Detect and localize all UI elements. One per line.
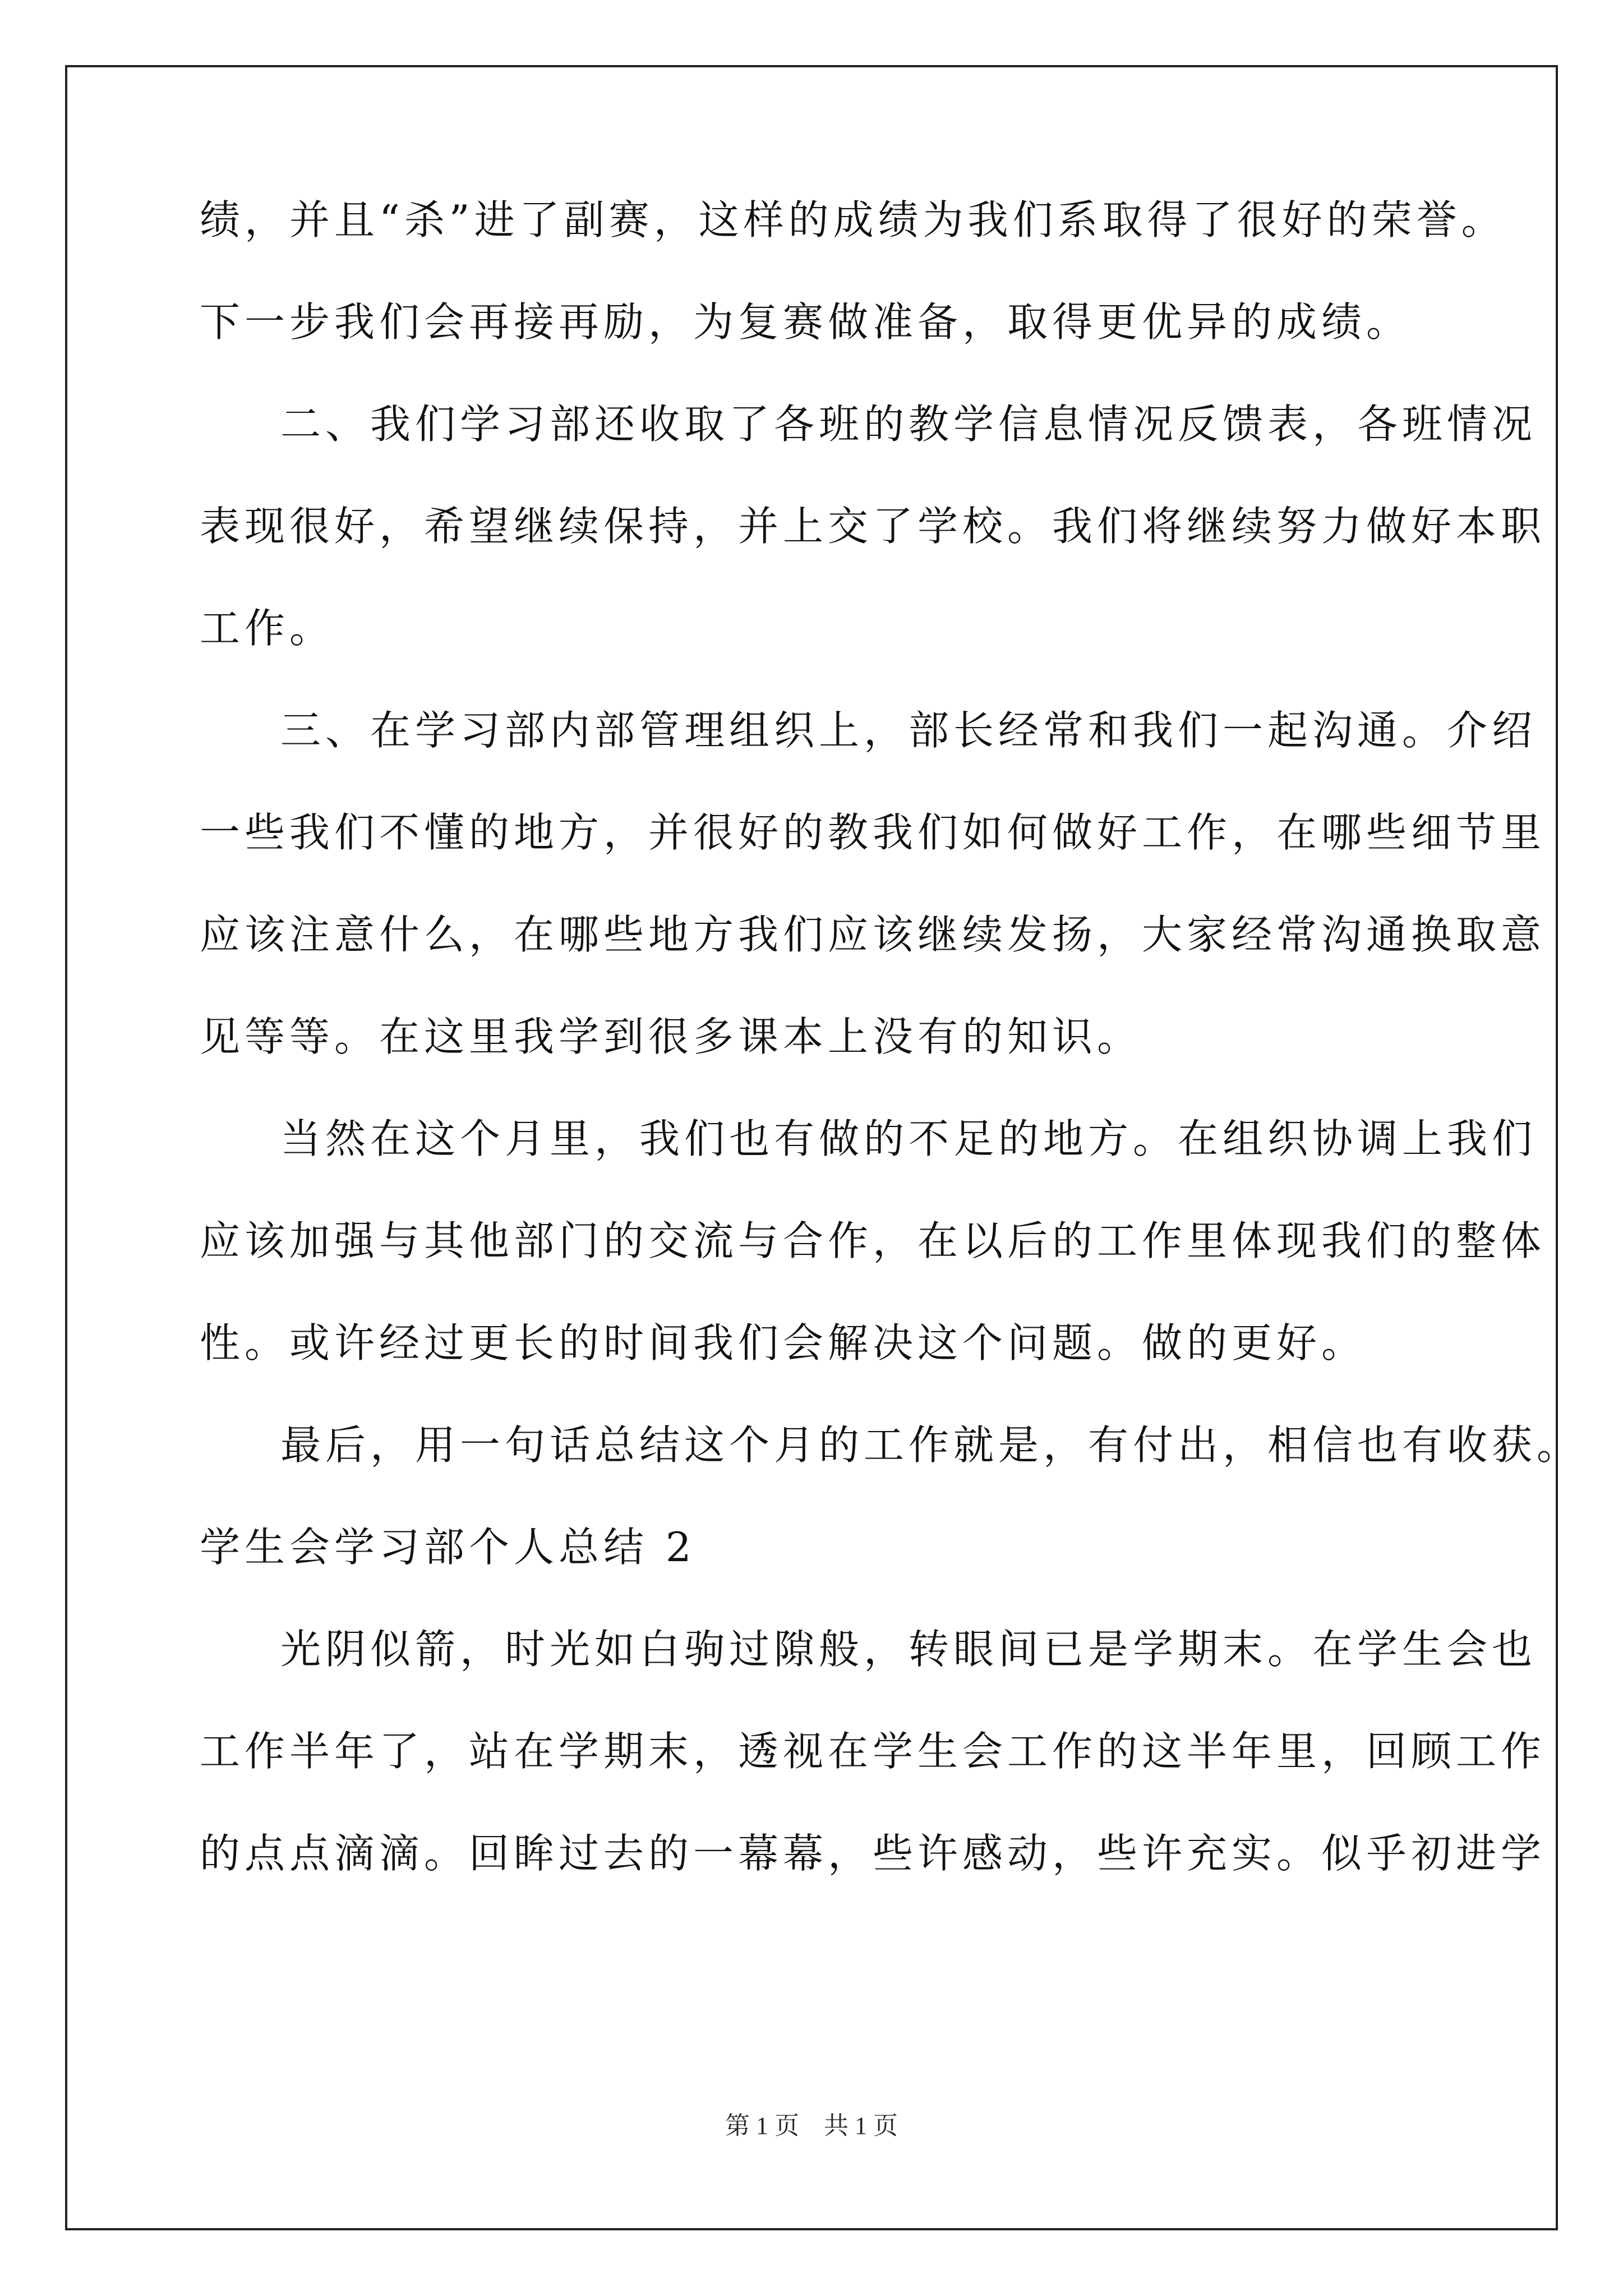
body-line-13: 最后，用一句话总结这个月的工作就是，有付出，相信也有收获。	[280, 1421, 1582, 1469]
body-line-17: 的点点滴滴。回眸过去的一幕幕，些许感动，些许充实。似乎初进学	[200, 1830, 1546, 1877]
body-line-5: 工作。	[200, 605, 335, 652]
page-number-footer: 第 1 页 共 1 页	[725, 2112, 898, 2139]
body-line-12: 性。或许经过更长的时间我们会解决这个问题。做的更好。	[200, 1319, 1367, 1366]
body-line-4: 表现很好，希望继续保持，并上交了学校。我们将继续努力做好本职	[200, 503, 1546, 550]
body-line-8: 应该注意什么，在哪些地方我们应该继续发扬，大家经常沟通换取意	[200, 911, 1546, 958]
body-line-2: 下一步我们会再接再励，为复赛做准备，取得更优异的成绩。	[200, 298, 1412, 346]
body-line-1: 绩，并且“杀”进了副赛，这样的成绩为我们系取得了很好的荣誉。	[200, 196, 1506, 243]
section-heading: 学生会学习部个人总结 2	[200, 1524, 696, 1571]
body-line-7: 一些我们不懂的地方，并很好的教我们如何做好工作，在哪些细节里	[200, 809, 1546, 856]
body-line-11: 应该加强与其他部门的交流与合作，在以后的工作里体现我们的整体	[200, 1217, 1546, 1264]
body-line-15: 光阴似箭，时光如白驹过隙般，转眼间已是学期末。在学生会也	[280, 1626, 1537, 1673]
body-line-16: 工作半年了，站在学期末，透视在学生会工作的这半年里，回顾工作	[200, 1728, 1546, 1775]
body-line-9: 见等等。在这里我学到很多课本上没有的知识。	[200, 1013, 1142, 1060]
body-line-3: 二、我们学习部还收取了各班的教学信息情况反馈表，各班情况	[280, 401, 1537, 448]
body-line-10: 当然在这个月里，我们也有做的不足的地方。在组织协调上我们	[280, 1115, 1537, 1162]
body-line-6: 三、在学习部内部管理组织上，部长经常和我们一起沟通。介绍	[280, 707, 1537, 754]
